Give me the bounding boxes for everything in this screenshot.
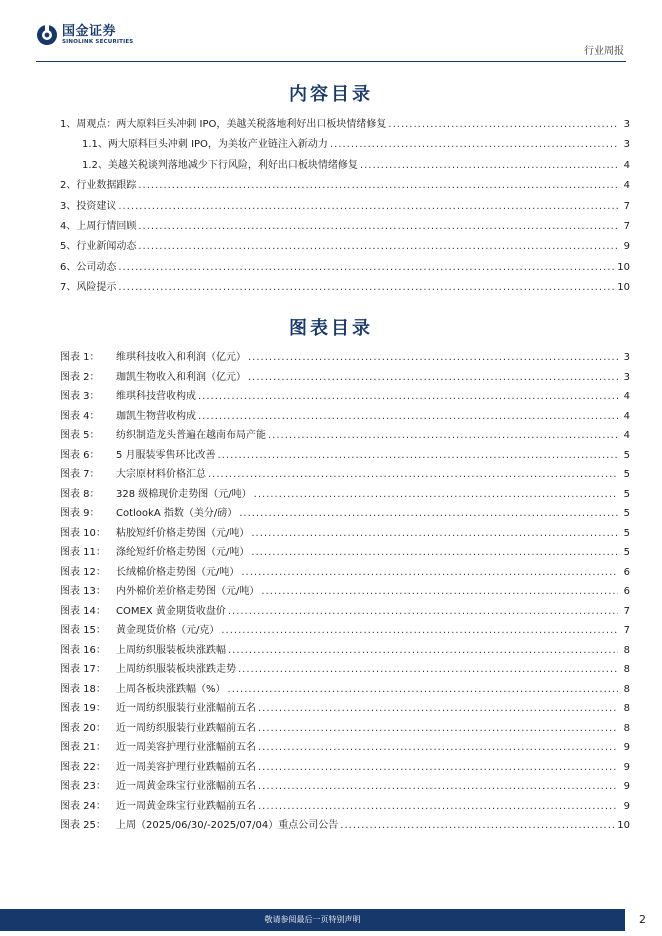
sinolink-logo-icon	[36, 24, 58, 46]
dot-leader	[258, 801, 618, 812]
figure-entry-number: 图表 17：	[60, 664, 106, 675]
figure-entry-page: 6	[623, 586, 630, 597]
dot-leader	[239, 508, 618, 519]
figure-entry-label: 上周纺织服装板块涨跌幅	[116, 644, 226, 656]
toc-entry-page: 3	[623, 119, 630, 130]
toc-entry-page: 10	[617, 261, 630, 273]
figure-entry-label: 大宗原材料价格汇总	[116, 469, 206, 480]
figure-entry[interactable]	[60, 387, 630, 407]
figure-entry[interactable]	[60, 699, 630, 719]
toc-entry-page: 4	[623, 180, 630, 192]
figure-entry-label: 5 月服装零售环比改善	[116, 449, 216, 461]
figure-entry-number: 图表 15：	[60, 625, 106, 636]
figure-entry[interactable]	[60, 777, 630, 797]
figure-entry-page: 3	[623, 371, 630, 383]
figure-entry[interactable]	[60, 621, 630, 641]
dot-leader	[198, 411, 618, 422]
figure-entry-number: 图表 25：	[60, 820, 106, 831]
dot-leader	[258, 762, 618, 773]
figure-entry-number: 图表 12：	[60, 566, 106, 578]
figure-entry-number: 图表 10：	[60, 527, 106, 539]
dot-leader	[258, 742, 618, 753]
figure-entry[interactable]	[60, 543, 630, 563]
dot-leader	[251, 528, 618, 539]
figure-entry-number: 图表 21：	[60, 742, 106, 753]
logo-english-name: SINOLINK SECURITIES	[62, 38, 134, 45]
figure-entry-label: 维琪科技营收构成	[116, 391, 196, 402]
toc-entry[interactable]	[60, 156, 630, 176]
dot-leader	[238, 664, 618, 675]
figure-entry-page: 5	[623, 469, 630, 480]
figure-entry-page: 4	[623, 430, 630, 441]
figure-entry[interactable]	[60, 524, 630, 544]
toc-entry[interactable]	[60, 176, 630, 196]
figure-entry-label: 维琪科技收入和利润（亿元）	[116, 352, 246, 363]
figure-entry-page: 8	[623, 683, 630, 695]
toc-entry-label: 6、公司动态	[60, 261, 117, 273]
figure-entry-page: 5	[623, 449, 630, 461]
toc-entry-label: 1.1、两大原料巨头冲刺 IPO，为美妆产业链注入新动力	[82, 139, 328, 151]
toc-entry[interactable]	[60, 278, 630, 298]
dot-leader	[360, 160, 618, 171]
figure-entry-page: 5	[623, 488, 630, 500]
dot-leader	[251, 547, 618, 558]
figure-entry[interactable]	[60, 816, 630, 836]
dot-leader	[221, 625, 618, 636]
toc-entry-label: 5、行业新闻动态	[60, 241, 137, 253]
toc-entry[interactable]	[60, 197, 630, 217]
figure-entry-page: 8	[623, 644, 630, 656]
toc-entry-label: 1.2、美越关税谈判落地减少下行风险，利好出口板块情绪修复	[82, 159, 358, 171]
dot-leader	[258, 703, 618, 714]
figure-entry[interactable]	[60, 465, 630, 485]
figure-entry-label: 珈凯生物营收构成	[116, 410, 196, 422]
figure-entry-label: 上周各板块涨跌幅（%）	[116, 683, 226, 695]
figure-entry-page: 8	[623, 664, 630, 675]
figure-entry-number: 图表 13：	[60, 586, 106, 597]
figure-entry-number: 图表 9：	[60, 508, 100, 519]
figure-entry-page: 8	[623, 722, 630, 734]
figure-entry-page: 4	[623, 391, 630, 402]
figure-entry-label: 内外棉价差价格走势图（元/吨）	[116, 586, 260, 597]
figure-entry[interactable]	[60, 738, 630, 758]
figure-entry-label: 长绒棉价格走势图（元/吨）	[116, 566, 240, 578]
dot-leader	[228, 606, 618, 617]
figure-entry-page: 5	[623, 508, 630, 519]
figure-entry-number: 图表 24：	[60, 800, 106, 812]
figure-entry[interactable]	[60, 797, 630, 817]
toc-entry-label: 2、行业数据跟踪	[60, 180, 137, 192]
dot-leader	[330, 139, 618, 150]
figure-entry-number: 图表 22：	[60, 761, 106, 773]
toc-entry[interactable]	[60, 237, 630, 257]
figure-entry[interactable]	[60, 348, 630, 368]
figure-entry-page: 9	[623, 781, 630, 792]
figure-entry[interactable]	[60, 407, 630, 427]
company-logo	[36, 24, 133, 46]
figure-entry[interactable]	[60, 641, 630, 661]
figure-entry-page: 8	[623, 703, 630, 714]
figure-entry-label: 近一周纺织服装行业涨幅前五名	[116, 703, 256, 714]
dot-leader	[138, 180, 618, 191]
figure-entry[interactable]	[60, 368, 630, 388]
dot-leader	[138, 241, 618, 252]
dot-leader	[258, 723, 618, 734]
figure-entry-number: 图表 2：	[60, 371, 100, 383]
figure-entry-number: 图表 3：	[60, 391, 100, 402]
dot-leader	[241, 567, 618, 578]
header-divider	[36, 61, 626, 62]
figure-entry[interactable]	[60, 602, 630, 622]
figure-entry-label: 上周（2025/06/30/-2025/07/04）重点公司公告	[116, 820, 339, 831]
toc-entry[interactable]	[60, 135, 630, 155]
dot-leader	[268, 430, 618, 441]
dot-leader	[228, 684, 618, 695]
figure-entry-label: 近一周黄金珠宝行业跌幅前五名	[116, 800, 256, 812]
page-header	[0, 0, 662, 64]
figure-entry-page: 9	[623, 761, 630, 773]
figure-entry-label: CotlookA 指数（美分/磅）	[116, 508, 238, 519]
figure-entry-page: 5	[623, 527, 630, 539]
toc-entry-page: 3	[623, 139, 630, 151]
figure-entry-number: 图表 4：	[60, 410, 100, 422]
footer-disclaimer: 敬请参阅最后一页特别声明	[264, 915, 361, 924]
dot-leader	[261, 586, 618, 597]
figure-entry[interactable]	[60, 758, 630, 778]
toc-entry-page: 7	[623, 220, 630, 232]
figure-entry-label: 近一周美容护理行业跌幅前五名	[116, 761, 256, 773]
figure-entry-number: 图表 23：	[60, 781, 106, 792]
figure-entry[interactable]	[60, 660, 630, 680]
dot-leader	[248, 352, 618, 363]
figure-entry-label: COMEX 黄金期货收盘价	[116, 605, 226, 617]
dot-leader	[198, 391, 618, 402]
figure-entry[interactable]	[60, 446, 630, 466]
figure-entry-label: 近一周黄金珠宝行业涨幅前五名	[116, 781, 256, 792]
toc-entry[interactable]	[60, 115, 630, 135]
figure-entry[interactable]	[60, 426, 630, 446]
toc-entry-page: 4	[623, 159, 630, 171]
dot-leader	[118, 282, 615, 293]
figure-entry-label: 近一周纺织服装行业跌幅前五名	[116, 722, 256, 734]
figure-entry-number: 图表 16：	[60, 644, 106, 656]
figure-entry-page: 9	[623, 800, 630, 812]
figure-entry-page: 9	[623, 742, 630, 753]
figure-entry[interactable]	[60, 582, 630, 602]
figure-entry-number: 图表 19：	[60, 703, 106, 714]
figure-entry-label: 粘胶短纤价格走势图（元/吨）	[116, 527, 250, 539]
toc-entry-label: 7、风险提示	[60, 282, 117, 294]
figure-entry-number: 图表 14：	[60, 605, 106, 617]
logo-chinese-name: 国金证券	[62, 23, 117, 39]
figure-entry[interactable]	[60, 504, 630, 524]
figure-entry-label: 328 级棉现价走势图（元/吨）	[116, 488, 252, 500]
figure-entry-page: 3	[623, 352, 630, 363]
figure-entry-number: 图表 8：	[60, 488, 100, 500]
figure-entry[interactable]	[60, 719, 630, 739]
figure-entry-label: 黄金现货价格（元/克）	[116, 625, 220, 636]
figure-entry-number: 图表 20：	[60, 722, 106, 734]
figure-entry-page: 6	[623, 566, 630, 578]
toc-entry-label: 1、周观点：两大原料巨头冲刺 IPO，美越关税落地利好出口板块情绪修复	[60, 119, 387, 130]
figure-entry-label: 纺织制造龙头普遍在越南布局产能	[116, 430, 266, 441]
dot-leader	[138, 221, 618, 232]
figure-entry-number: 图表 5：	[60, 430, 100, 441]
figure-entry[interactable]	[60, 680, 630, 700]
figure-entry-number: 图表 18：	[60, 683, 106, 695]
dot-leader	[254, 489, 618, 500]
figure-entry[interactable]	[60, 485, 630, 505]
toc-entry-label: 4、上周行情回顾	[60, 220, 137, 232]
figures-title: 图表目录	[289, 318, 373, 339]
figure-entry-number: 图表 6：	[60, 449, 100, 461]
dot-leader	[118, 262, 615, 273]
toc-entry-page: 10	[617, 282, 630, 294]
figure-entry-number: 图表 1：	[60, 352, 100, 363]
figure-entry-page: 5	[623, 547, 630, 558]
figure-entry-page: 7	[623, 625, 630, 636]
figure-entry-label: 涤纶短纤价格走势图（元/吨）	[116, 547, 250, 558]
dot-leader	[388, 119, 618, 130]
figure-entry-page: 10	[617, 820, 630, 831]
contents-title: 内容目录	[289, 84, 373, 105]
figure-entry-label: 近一周美容护理行业涨幅前五名	[116, 742, 256, 753]
toc-entry[interactable]	[60, 258, 630, 278]
figure-entry-label: 珈凯生物收入和利润（亿元）	[116, 371, 246, 383]
toc-entry[interactable]	[60, 217, 630, 237]
contents-list	[60, 115, 630, 299]
page-number: 2	[639, 913, 646, 926]
figure-entry-label: 上周纺织服装板块涨跌走势	[116, 664, 236, 675]
toc-entry-page: 7	[623, 200, 630, 212]
dot-leader	[258, 781, 618, 792]
dot-leader	[228, 645, 618, 656]
dot-leader	[218, 450, 618, 461]
figure-entry-page: 7	[623, 605, 630, 617]
figures-list	[60, 348, 630, 836]
dot-leader	[248, 372, 618, 383]
dot-leader	[118, 201, 618, 212]
toc-entry-page: 9	[623, 241, 630, 253]
figure-entry[interactable]	[60, 563, 630, 583]
figure-entry-page: 4	[623, 410, 630, 422]
figure-entry-number: 图表 11：	[60, 547, 106, 558]
dot-leader	[340, 820, 615, 831]
report-type-label: 行业周报	[584, 46, 624, 57]
figure-entry-number: 图表 7：	[60, 469, 100, 480]
toc-entry-label: 3、投资建议	[60, 200, 117, 212]
dot-leader	[208, 469, 618, 480]
